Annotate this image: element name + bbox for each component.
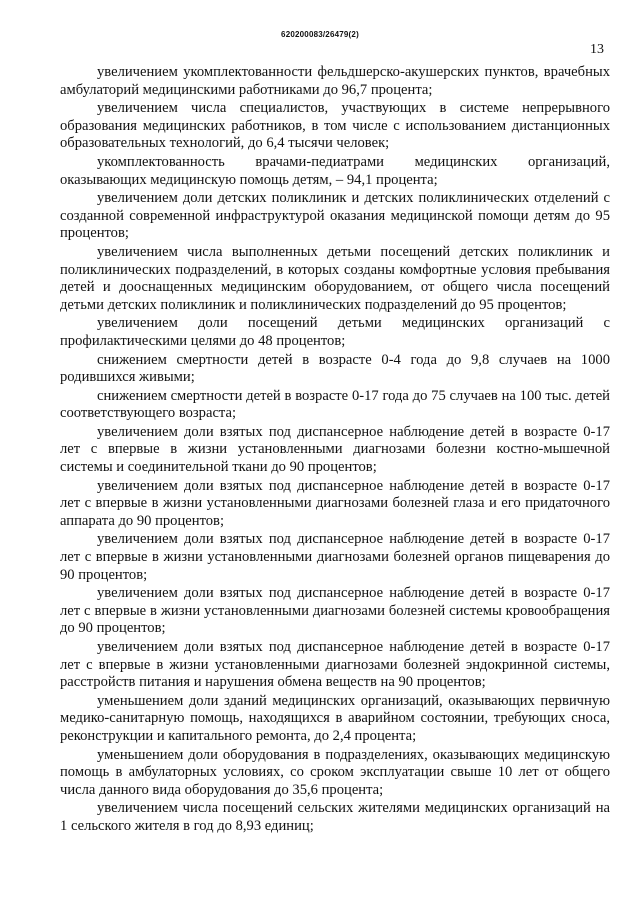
document-body — [60, 64, 610, 837]
document-code: 620200083/26479(2) — [281, 30, 359, 39]
paragraph: увеличением укомплектованности фельдшерско-акушерских пунктов, врачебных амбулаторий медицинскими работниками до 96,7 процента; — [60, 64, 610, 98]
paragraph: снижением смертности детей в возрасте 0-17 года до 75 случаев на 100 тыс. детей соответствующего возраста; — [60, 387, 610, 422]
paragraph: уменьшением доли оборудования в подразделениях, оказывающих медицинскую помощь в амбулаторных условиях, со сроком эксплуатации свыше 10 лет от общего числа данного вида оборудования до 35,6 процента; — [60, 746, 610, 798]
paragraph: увеличением числа выполненных детьми посещений детских поликлиник и поликлинических подразделений, в которых созданы комфортные условия пребывания детей и дооснащенных медицинским оборудованием, от общего числа посещений детьми детских поликлиник и поликлинических подразделений до 95 процентов; — [60, 243, 610, 313]
paragraph: увеличением доли посещений детьми медицинских организаций с профилактическими целями до 48 процентов; — [60, 315, 610, 349]
paragraph: увеличением числа посещений сельских жителями медицинских организаций на 1 сельского жителя в год до 8,93 единиц; — [60, 800, 610, 834]
paragraph: увеличением доли взятых под диспансерное наблюдение детей в возрасте 0-17 лет с впервые в жизни установленными диагнозами болезней глаза и его придаточного аппарата до 90 процентов; — [60, 477, 610, 529]
paragraph: увеличением доли взятых под диспансерное наблюдение детей в возрасте 0-17 лет с впервые в жизни установленными диагнозами болезней органов пищеварения до 90 процентов; — [60, 531, 610, 583]
paragraph: увеличением числа специалистов, участвующих в системе непрерывного образования медицинских работников, в том числе с использованием дистанционных образовательных технологий, до 6,4 тысячи человек; — [60, 100, 610, 152]
paragraph: увеличением доли взятых под диспансерное наблюдение детей в возрасте 0-17 лет с впервые в жизни установленными диагнозами болезни костно-мышечной системы и соединительной ткани до 90 процентов; — [60, 423, 610, 476]
paragraph: уменьшением доли зданий медицинских организаций, оказывающих первичную медико-санитарную помощь, находящихся в аварийном состоянии, требующих сноса, реконструкции и капитального ремонта, до 2,4 процента; — [60, 692, 610, 744]
page-number: 13 — [590, 42, 604, 57]
paragraph: увеличением доли детских поликлиник и детских поликлинических отделений с созданной современной инфраструктурой оказания медицинской помощи детям до 95 процентов; — [60, 190, 610, 242]
paragraph: увеличением доли взятых под диспансерное наблюдение детей в возрасте 0-17 лет с впервые в жизни установленными диагнозами болезней эндокринной системы, расстройств питания и нарушения обмена веществ на 90 процентов; — [60, 639, 610, 691]
paragraph: увеличением доли взятых под диспансерное наблюдение детей в возрасте 0-17 лет с впервые в жизни установленными диагнозами болезней системы кровообращения до 90 процентов; — [60, 585, 610, 637]
paragraph: укомплектованность врачами-педиатрами медицинских организаций, оказывающих медицинскую помощь детям, – 94,1 процента; — [60, 153, 610, 188]
paragraph: снижением смертности детей в возрасте 0-4 года до 9,8 случаев на 1000 родившихся живыми; — [60, 351, 610, 386]
